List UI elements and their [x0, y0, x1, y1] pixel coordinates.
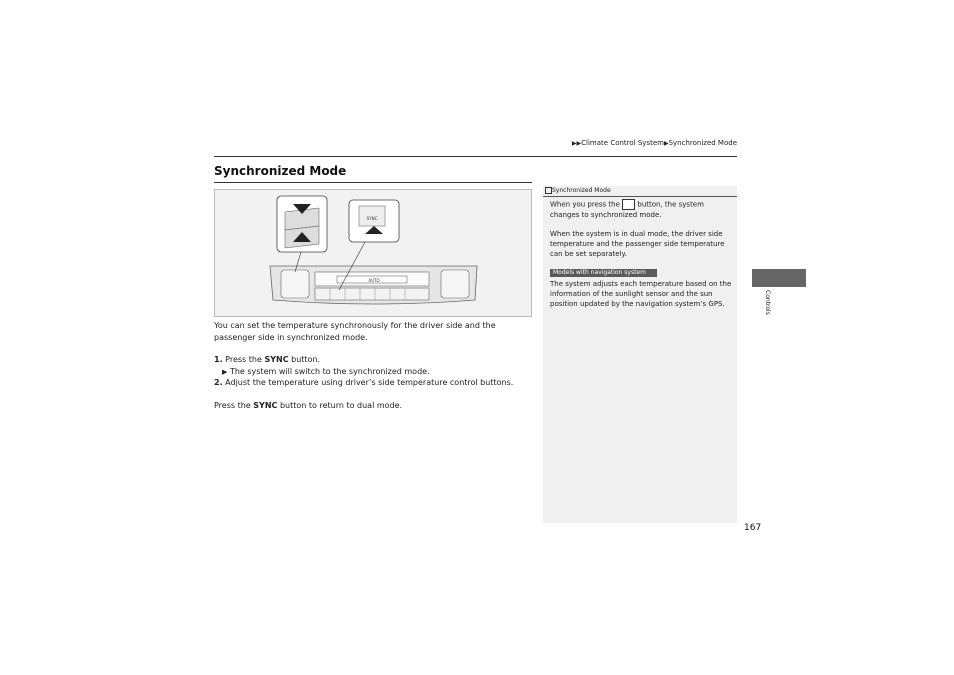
- sync-button-icon: [622, 199, 635, 210]
- step-1: [214, 354, 320, 366]
- sidebar-heading: [543, 186, 737, 197]
- step-1-pre: Press the: [225, 355, 262, 364]
- step-1-number: 1.: [214, 355, 223, 364]
- sidebar-p1-pre: When you press the: [550, 200, 620, 209]
- sidebar-paragraph-3: The system adjusts each temperature based on the information of the sunlight sensor and the sun position updated by the navigation system’s GPS.: [550, 280, 732, 308]
- climate-panel-drawing: [215, 190, 533, 318]
- result-arrow-icon: ▶: [222, 368, 228, 376]
- sidebar-p1-post: button, the system changes to synchronized mode.: [550, 200, 704, 219]
- title-divider: [214, 182, 532, 183]
- intro-paragraph: You can set the temperature synchronously for the driver side and the passenger side in synchronized mode.: [214, 321, 496, 342]
- climate-panel-illustration: [214, 189, 532, 317]
- sidebar-paragraph-1: [550, 199, 732, 220]
- navigation-models-badge: Models with navigation system: [550, 269, 657, 277]
- return-pre: Press the: [214, 401, 251, 410]
- sidebar-paragraph-2: When the system is in dual mode, the driver side temperature and the passenger side temperature can be set separately.: [550, 230, 725, 258]
- step-1-sync: SYNC: [264, 355, 289, 364]
- step-2: [214, 377, 513, 389]
- breadcrumb-item-climate[interactable]: Climate Control System: [581, 139, 664, 147]
- step-2-text: Adjust the temperature using driver’s side temperature control buttons.: [225, 378, 514, 387]
- top-divider: [214, 156, 737, 157]
- page-title: Synchronized Mode: [214, 164, 347, 178]
- step-1-post: button.: [291, 355, 321, 364]
- section-tab-label: Controls: [764, 290, 771, 315]
- sync-label: SYNC: [366, 216, 378, 221]
- breadcrumb: [560, 139, 737, 147]
- step-2-number: 2.: [214, 378, 223, 387]
- note-icon: [545, 187, 552, 194]
- step-1-result-text: The system will switch to the synchronized mode.: [229, 367, 430, 376]
- arrow-icon: ▶: [663, 140, 669, 147]
- return-post: button to return to dual mode.: [279, 401, 403, 410]
- breadcrumb-item-sync[interactable]: Synchronized Mode: [668, 139, 737, 147]
- double-arrow-icon: ▶▶: [571, 140, 582, 147]
- section-tab[interactable]: [752, 269, 806, 287]
- page-number: 167: [744, 523, 762, 533]
- auto-label: AUTO: [368, 278, 380, 283]
- return-sync: SYNC: [253, 401, 278, 410]
- return-note: [214, 400, 402, 412]
- sidebar-heading-text: Synchronized Mode: [552, 187, 611, 194]
